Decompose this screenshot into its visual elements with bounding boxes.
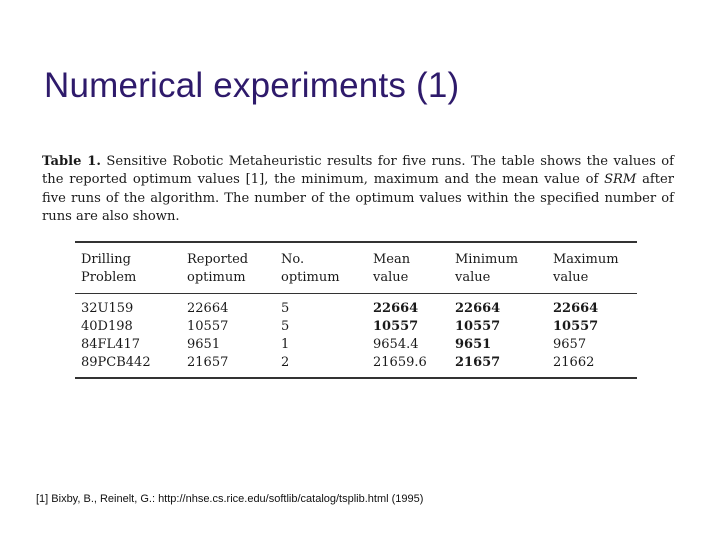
table-cell: 9654.4 [373,337,419,352]
table-cell: 9657 [553,337,587,352]
slide-title: Numerical experiments (1) [44,66,460,105]
table-header-row [75,242,637,294]
table-row [75,336,637,354]
table-cell: 9651 [455,337,492,352]
header-reported-optimum: Reported optimum [181,242,275,294]
table-cell: 22664 [187,301,229,316]
table-cell: 22664 [553,301,599,316]
results-table [75,241,637,379]
table-cell: 22664 [373,301,419,316]
caption-text-after: after five runs of the algorithm. The number of the optimum values within the specified number of runs are also shown. [42,172,674,224]
table-cell: 10557 [373,319,419,334]
table-caption [42,153,674,226]
table-cell: 5 [281,301,290,316]
table-cell: 21662 [547,354,637,378]
caption-label: Table 1. [42,154,101,169]
table-cell: 21657 [449,354,547,378]
table-cell: 21657 [181,354,275,378]
table-cell: 32U159 [81,301,134,316]
table-cell: 1 [281,337,290,352]
table-cell: 40D198 [81,319,133,334]
table-cell: 21659.6 [367,354,449,378]
table-cell: 2 [275,354,367,378]
table-cell: 9651 [187,337,221,352]
header-maximum-value: Maximum value [547,242,637,294]
caption-emphasis: SRM [604,172,637,188]
header-no-optimum: No. optimum [275,242,367,294]
table-cell: 5 [281,319,290,334]
table-row [75,294,637,319]
header-drilling-problem: Drilling Problem [75,242,181,294]
table-cell: 84FL417 [81,337,141,352]
table-row [75,318,637,336]
table-cell: 10557 [553,319,599,334]
caption-text-before: Sensitive Robotic Metaheuristic results for five runs. The table shows the values of the reported optimum values [1], the minimum, maximum and the mean value of [42,154,674,188]
table-cell: 22664 [455,301,501,316]
reference-footnote: [1] Bixby, B., Reinelt, G.: http://nhse.cs.rice.edu/softlib/catalog/tsplib.html (1995) [36,493,424,505]
table-cell: 89PCB442 [75,354,181,378]
header-minimum-value: Minimum value [449,242,547,294]
table-cell: 10557 [187,319,229,334]
table-row [75,354,637,378]
table-cell: 10557 [455,319,501,334]
header-mean-value: Mean value [367,242,449,294]
